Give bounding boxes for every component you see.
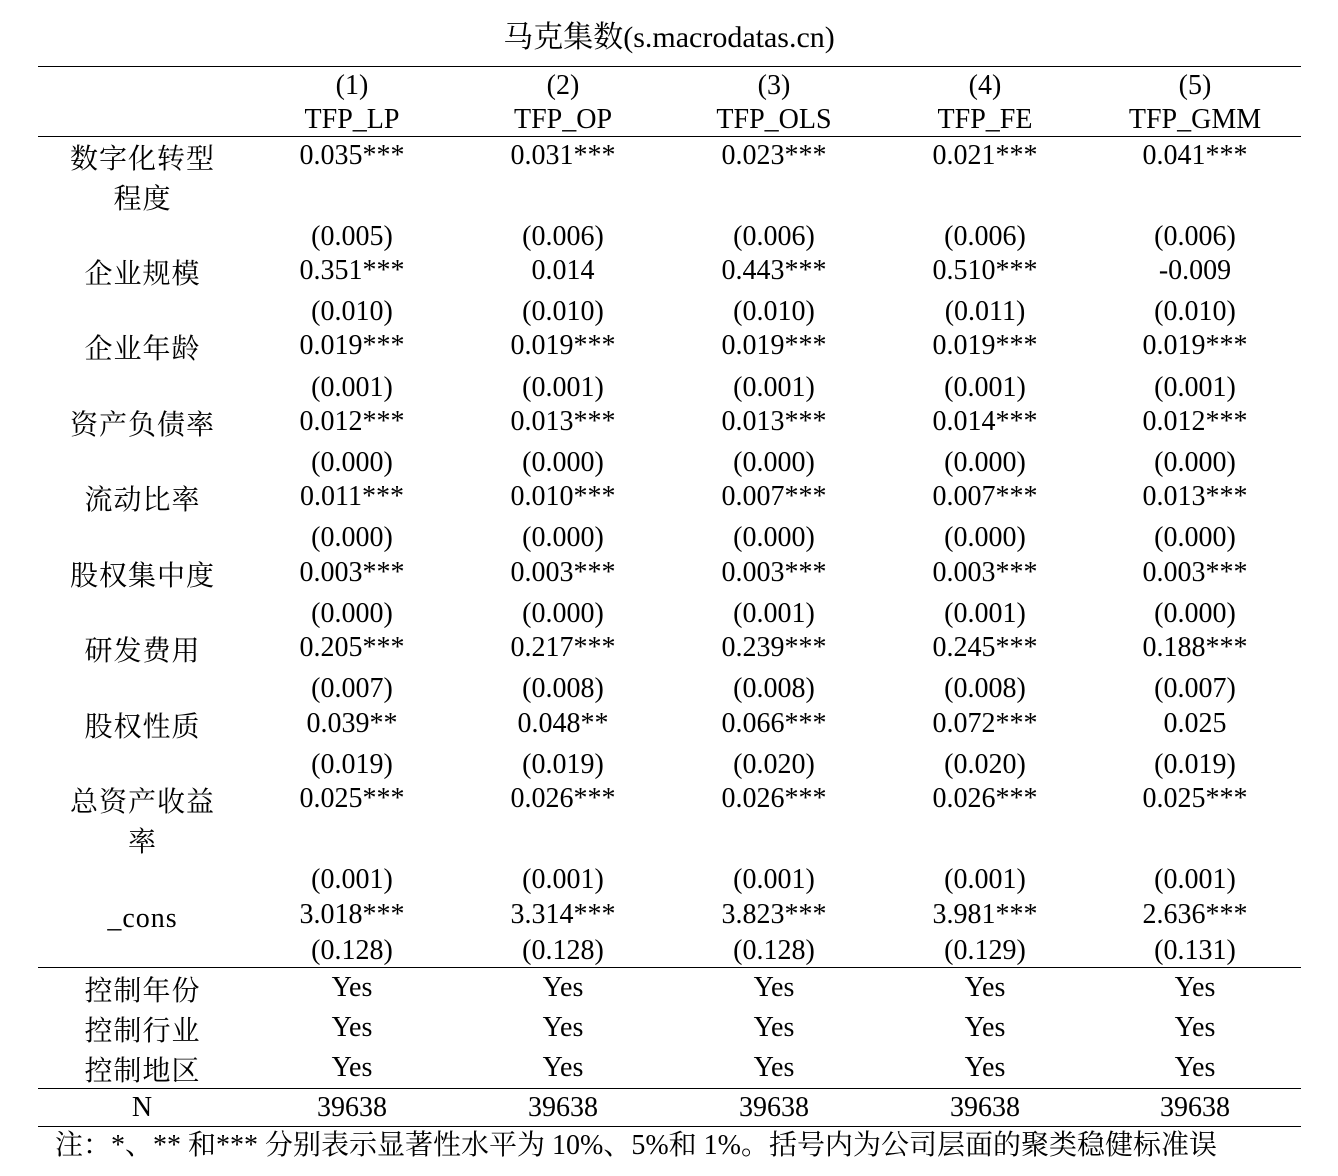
se-cell: (0.008)	[944, 673, 1026, 704]
se-cell: (0.131)	[1154, 935, 1236, 966]
coef-cell: 0.003***	[932, 557, 1038, 588]
coef-cell: 0.025***	[299, 783, 405, 814]
coef-cell: 0.013***	[510, 406, 616, 437]
coef-cell: 0.012***	[1142, 406, 1248, 437]
se-cell: (0.001)	[733, 372, 815, 403]
coef-cell: 0.351***	[299, 255, 405, 286]
coef-cell: 0.072***	[932, 708, 1038, 739]
control-label: 控制地区	[84, 1056, 201, 1087]
coef-cell: 0.014	[531, 255, 595, 286]
se-cell: (0.001)	[733, 864, 815, 895]
coef-cell: 3.314***	[510, 899, 616, 930]
column-name: TFP_OLS	[716, 104, 832, 135]
coef-cell: 0.019***	[1142, 330, 1248, 361]
se-cell: (0.006)	[522, 221, 604, 252]
coef-cell: 0.026***	[510, 783, 616, 814]
control-label: 控制行业	[84, 1016, 201, 1047]
n-value: 39638	[1160, 1092, 1230, 1123]
n-value: 39638	[317, 1092, 387, 1123]
se-cell: (0.020)	[733, 749, 815, 780]
coef-cell: 3.981***	[932, 899, 1038, 930]
coef-cell: 0.011***	[300, 481, 404, 512]
control-value: Yes	[1174, 1052, 1216, 1083]
table-note: 注：*、** 和*** 分别表示显著性水平为 10%、5%和 1%。括号内为公司层面的聚类稳健标准误	[55, 1130, 1217, 1161]
se-cell: (0.129)	[944, 935, 1026, 966]
se-cell: (0.006)	[944, 221, 1026, 252]
coef-cell: 0.012***	[299, 406, 405, 437]
se-cell: (0.001)	[944, 864, 1026, 895]
se-cell: (0.007)	[311, 673, 393, 704]
row-label: 研发费用	[84, 636, 201, 667]
se-cell: (0.000)	[944, 522, 1026, 553]
control-value: Yes	[1174, 972, 1216, 1003]
row-label: 程度	[113, 184, 172, 215]
coef-cell: 0.245***	[932, 632, 1038, 663]
coef-cell: -0.009	[1158, 255, 1232, 286]
se-cell: (0.001)	[311, 864, 393, 895]
coef-cell: 0.019***	[721, 330, 827, 361]
row-label: 股权性质	[84, 712, 201, 743]
coef-cell: 0.019***	[299, 330, 405, 361]
coef-cell: 0.003***	[721, 557, 827, 588]
se-cell: (0.001)	[522, 372, 604, 403]
coef-cell: 0.014***	[932, 406, 1038, 437]
se-cell: (0.010)	[733, 296, 815, 327]
se-cell: (0.011)	[944, 296, 1026, 327]
coef-cell: 0.007***	[932, 481, 1038, 512]
se-cell: (0.000)	[311, 522, 393, 553]
se-cell: (0.019)	[311, 749, 393, 780]
coef-cell: 0.066***	[721, 708, 827, 739]
se-cell: (0.007)	[1154, 673, 1236, 704]
se-cell: (0.001)	[311, 372, 393, 403]
coef-cell: 0.039**	[306, 708, 398, 739]
se-cell: (0.006)	[733, 221, 815, 252]
se-cell: (0.010)	[522, 296, 604, 327]
top-rule	[38, 66, 1301, 67]
control-value: Yes	[542, 972, 584, 1003]
table-title: 马克集数(s.macrodatas.cn)	[503, 21, 835, 54]
coef-cell: 0.007***	[721, 481, 827, 512]
control-value: Yes	[964, 1012, 1006, 1043]
row-label: 总资产收益	[69, 787, 215, 818]
n-value: 39638	[528, 1092, 598, 1123]
n-label: N	[131, 1092, 154, 1123]
control-value: Yes	[331, 972, 373, 1003]
column-number: (4)	[968, 70, 1002, 101]
se-cell: (0.000)	[311, 598, 393, 629]
se-cell: (0.001)	[1154, 372, 1236, 403]
se-cell: (0.001)	[733, 598, 815, 629]
se-cell: (0.000)	[522, 447, 604, 478]
row-label: 企业年龄	[84, 334, 201, 365]
row-label: 股权集中度	[69, 561, 215, 592]
control-value: Yes	[753, 1012, 795, 1043]
coef-cell: 0.026***	[932, 783, 1038, 814]
coef-cell: 0.239***	[721, 632, 827, 663]
se-cell: (0.000)	[522, 522, 604, 553]
se-cell: (0.019)	[1154, 749, 1236, 780]
column-number: (3)	[757, 70, 791, 101]
coef-cell: 0.019***	[932, 330, 1038, 361]
coef-cell: 0.023***	[721, 140, 827, 171]
column-number: (2)	[546, 70, 580, 101]
column-name: TFP_GMM	[1128, 104, 1262, 135]
control-value: Yes	[964, 1052, 1006, 1083]
se-cell: (0.008)	[522, 673, 604, 704]
coef-cell: 0.205***	[299, 632, 405, 663]
se-cell: (0.020)	[944, 749, 1026, 780]
se-cell: (0.128)	[522, 935, 604, 966]
coef-cell: 0.510***	[932, 255, 1038, 286]
coef-cell: 0.003***	[299, 557, 405, 588]
se-cell: (0.019)	[522, 749, 604, 780]
column-name: TFP_FE	[937, 104, 1033, 135]
control-value: Yes	[1174, 1012, 1216, 1043]
se-cell: (0.000)	[1154, 522, 1236, 553]
control-value: Yes	[964, 972, 1006, 1003]
coef-cell: 0.013***	[1142, 481, 1248, 512]
column-number: (1)	[335, 70, 369, 101]
column-number: (5)	[1178, 70, 1212, 101]
row-label: 资产负债率	[69, 410, 215, 441]
control-value: Yes	[753, 1052, 795, 1083]
se-cell: (0.010)	[1154, 296, 1236, 327]
coef-cell: 0.025***	[1142, 783, 1248, 814]
control-value: Yes	[542, 1052, 584, 1083]
row-label: _cons	[107, 903, 178, 934]
row-label: 率	[127, 827, 157, 858]
n-value: 39638	[950, 1092, 1020, 1123]
se-cell: (0.001)	[944, 598, 1026, 629]
se-cell: (0.000)	[1154, 598, 1236, 629]
se-cell: (0.008)	[733, 673, 815, 704]
control-value: Yes	[331, 1052, 373, 1083]
row-label: 企业规模	[84, 259, 201, 290]
coef-cell: 0.025	[1163, 708, 1227, 739]
coef-cell: 3.018***	[299, 899, 405, 930]
se-cell: (0.000)	[522, 598, 604, 629]
coef-cell: 0.188***	[1142, 632, 1248, 663]
coef-cell: 0.031***	[510, 140, 616, 171]
control-value: Yes	[331, 1012, 373, 1043]
coef-cell: 0.021***	[932, 140, 1038, 171]
se-cell: (0.001)	[1154, 864, 1236, 895]
n-value: 39638	[739, 1092, 809, 1123]
se-cell: (0.128)	[311, 935, 393, 966]
coef-cell: 0.010***	[510, 481, 616, 512]
se-cell: (0.000)	[733, 522, 815, 553]
se-cell: (0.128)	[733, 935, 815, 966]
se-cell: (0.006)	[1154, 221, 1236, 252]
row-label: 流动比率	[84, 485, 201, 516]
coef-cell: 3.823***	[721, 899, 827, 930]
coef-cell: 0.013***	[721, 406, 827, 437]
coef-cell: 0.003***	[1142, 557, 1248, 588]
se-cell: (0.001)	[522, 864, 604, 895]
se-cell: (0.000)	[733, 447, 815, 478]
column-name: TFP_OP	[513, 104, 613, 135]
coef-cell: 0.019***	[510, 330, 616, 361]
se-cell: (0.001)	[944, 372, 1026, 403]
se-cell: (0.000)	[311, 447, 393, 478]
control-value: Yes	[542, 1012, 584, 1043]
coef-cell: 0.217***	[510, 632, 616, 663]
coef-cell: 0.443***	[721, 255, 827, 286]
coef-cell: 0.026***	[721, 783, 827, 814]
coef-cell: 2.636***	[1142, 899, 1248, 930]
coef-cell: 0.003***	[510, 557, 616, 588]
column-name: TFP_LP	[304, 104, 400, 135]
coef-cell: 0.048**	[517, 708, 609, 739]
coef-cell: 0.035***	[299, 140, 405, 171]
se-cell: (0.000)	[944, 447, 1026, 478]
coef-cell: 0.041***	[1142, 140, 1248, 171]
se-cell: (0.000)	[1154, 447, 1236, 478]
control-value: Yes	[753, 972, 795, 1003]
row-label: 数字化转型	[69, 144, 215, 175]
control-label: 控制年份	[84, 976, 201, 1007]
se-cell: (0.005)	[311, 221, 393, 252]
se-cell: (0.010)	[311, 296, 393, 327]
